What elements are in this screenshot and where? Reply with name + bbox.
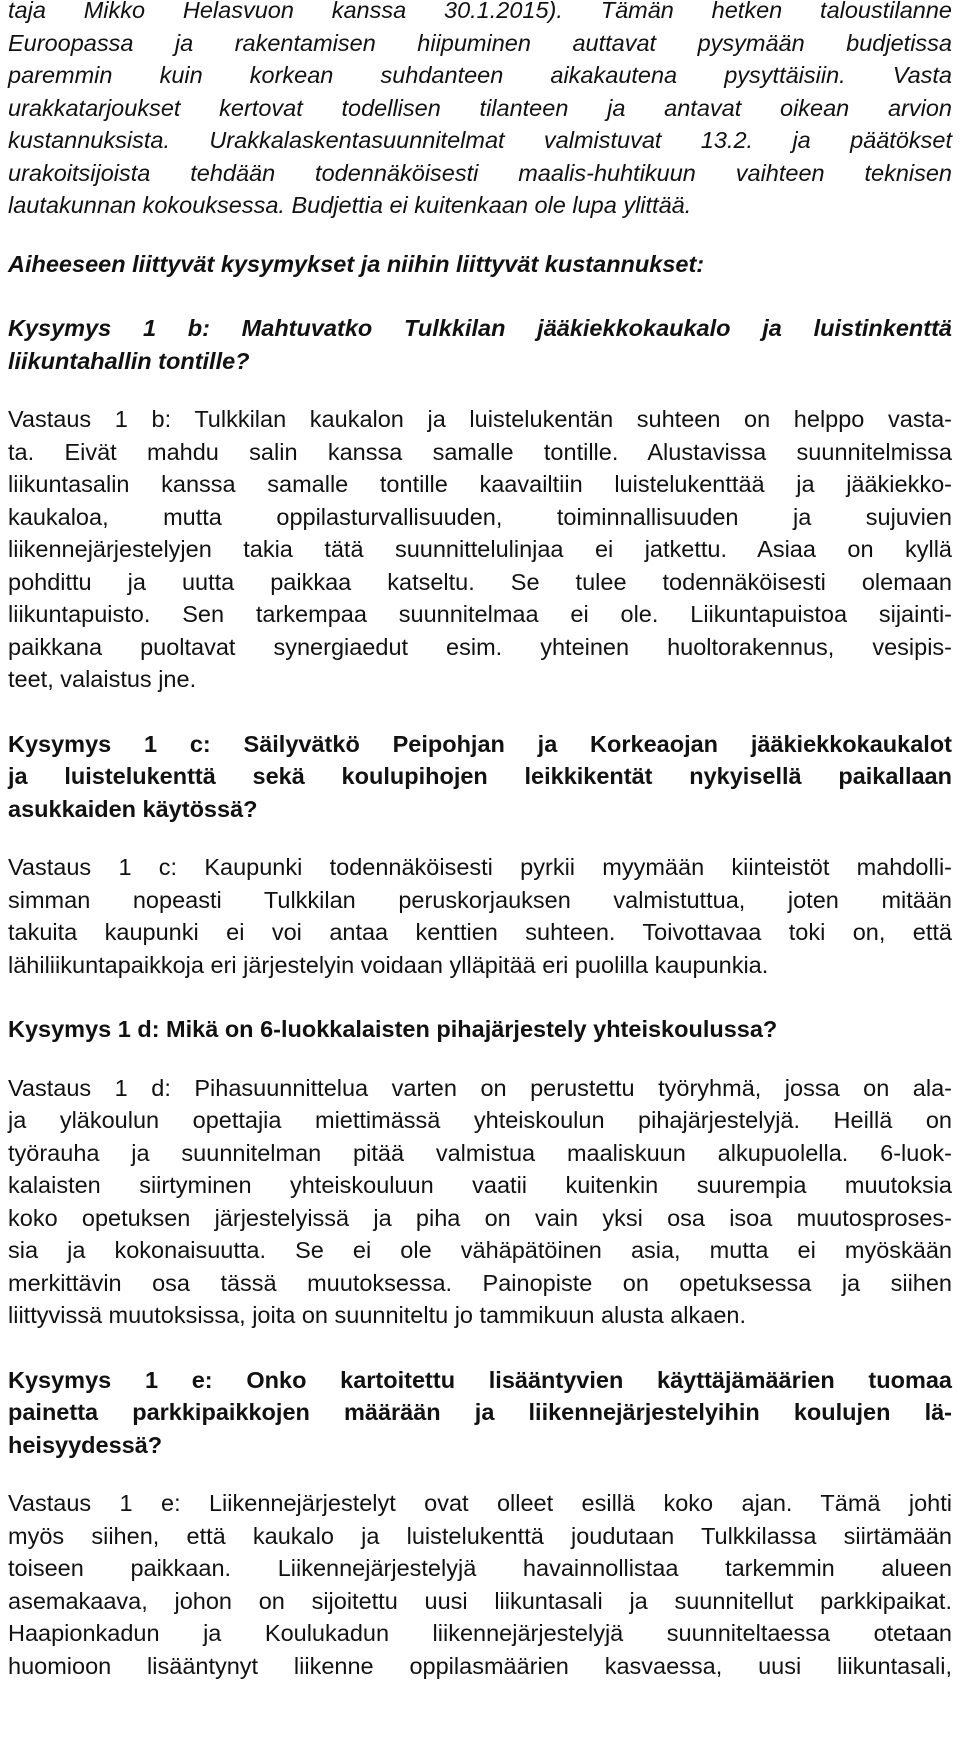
question-line: liikuntahallin tontille? (8, 347, 250, 374)
answer-1b (8, 403, 952, 696)
answer-line: asemakaava, johon on sijoitettu uusi liikuntasali ja suunnitellut parkkipaikat. (8, 1587, 952, 1614)
question-1d (8, 1013, 952, 1046)
answer-line: liikuntapuisto. Sen tarkempaa suunnitelmaa ei ole. Liikuntapuistoa sijainti- (8, 601, 952, 627)
question-line: painetta parkkipaikkojen määrään ja liikennejärjestelyihin koulujen lä- (8, 1399, 952, 1425)
intro-line: taja Mikko Helasvuon kanssa 30.1.2015). Tämän hetken taloustilanne (8, 0, 952, 23)
section-heading: Aiheeseen liittyvät kysymykset ja niihin liittyvät kustannukset: (8, 250, 705, 277)
answer-line: liikennejärjestelyjen takia tätä suunnittelulinjaa ei jatkettu. Asiaa on kyllä (8, 536, 952, 562)
intro-line: lautakunnan kokouksessa. Budjettia ei kuitenkaan ole lupa ylittää. (8, 192, 692, 218)
answer-line: ta. Eivät mahdu salin kanssa samalle tontille. Alustavissa suunnitelmissa (8, 438, 952, 465)
question-line: Kysymys 1 c: Säilyvätkö Peipohjan ja Korkeaojan jääkiekkokaukalot (8, 730, 952, 757)
intro-line: paremmin kuin korkean suhdanteen aikakautena pysyttäisiin. Vasta (8, 62, 952, 88)
answer-line: myös siihen, että kaukalo ja luistelukenttä joudutaan Tulkkilassa siirtämään (8, 1522, 952, 1549)
answer-line: Vastaus 1 b: Tulkkilan kaukalon ja luistelukentän suhteen on helppo vasta- (8, 406, 952, 432)
question-line: ja luistelukenttä sekä koulupihojen leikkikentät nykyisellä paikallaan (8, 763, 952, 789)
question-line: Kysymys 1 b: Mahtuvatko Tulkkilan jääkiekkokaukalo ja luistinkenttä (8, 315, 952, 341)
answer-1d (8, 1072, 952, 1332)
answer-line: Vastaus 1 e: Liikennejärjestelyt ovat olleet esillä koko ajan. Tämä johti (8, 1490, 952, 1516)
answer-line: simman nopeasti Tulkkilan peruskorjauksen valmistuttua, joten mitään (8, 886, 952, 913)
answer-line: Vastaus 1 c: Kaupunki todennäköisesti pyrkii myymään kiinteistöt mahdolli- (8, 854, 952, 880)
intro-line: urakoitsijoista tehdään todennäköisesti maalis-huhtikuun vaihteen teknisen (8, 159, 952, 186)
intro-line: urakkatarjoukset kertovat todellisen tilanteen ja antavat oikean arvion (8, 94, 952, 121)
intro-line: kustannuksista. Urakkalaskentasuunnitelmat valmistuvat 13.2. ja päätökset (8, 127, 952, 153)
question-line: Kysymys 1 e: Onko kartoitettu lisääntyvien käyttäjämäärien tuomaa (8, 1366, 952, 1393)
answer-line: kalaisten siirtyminen yhteiskouluun vaatii kuitenkin suurempia muutoksia (8, 1172, 952, 1198)
intro-line: Euroopassa ja rakentamisen hiipuminen auttavat pysymään budjetissa (8, 29, 952, 56)
answer-1e (8, 1487, 952, 1682)
answer-line: Vastaus 1 d: Pihasuunnittelua varten on perustettu työryhmä, jossa on ala- (8, 1074, 952, 1101)
answer-line: koko opetuksen järjestelyissä ja piha on vain yksi osa isoa muutosproses- (8, 1204, 952, 1231)
answer-line: työrauha ja suunnitelman pitää valmistua maaliskuun alkupuolella. 6-luok- (8, 1139, 952, 1166)
answer-line: toiseen paikkaan. Liikennejärjestelyjä havainnollistaa tarkemmin alueen (8, 1555, 952, 1581)
answer-line: ja yläkoulun opettajia miettimässä yhteiskoulun pihajärjestelyjä. Heillä on (8, 1107, 952, 1133)
answer-line: paikkana puoltavat synergiaedut esim. yhteinen huoltorakennus, vesipis- (8, 633, 952, 660)
question-1c (8, 728, 952, 826)
question-1e (8, 1364, 952, 1462)
intro-paragraph (8, 0, 952, 222)
answer-line: liikuntasalin kanssa samalle tontille kaavailtiin luistelukenttää ja jääkiekko- (8, 471, 952, 497)
answer-line: sia ja kokonaisuutta. Se ei ole vähäpätöinen asia, mutta ei myöskään (8, 1237, 952, 1263)
answer-line: huomioon lisääntynyt liikenne oppilasmäärien kasvaessa, uusi liikuntasali, (8, 1652, 952, 1679)
question-line: heisyydessä? (8, 1431, 163, 1458)
answer-line: liittyvissä muutoksissa, joita on suunniteltu jo tammikuun alusta alkaen. (8, 1302, 747, 1328)
question-1b (8, 312, 952, 377)
question-line: asukkaiden käytössä? (8, 795, 258, 822)
answer-line: merkittävin osa tässä muutoksessa. Painopiste on opetuksessa ja siihen (8, 1269, 952, 1296)
answer-1c (8, 851, 952, 981)
answer-line: takuita kaupunki ei voi antaa kenttien suhteen. Toivottavaa toki on, että (8, 919, 952, 945)
answer-line: kaukaloa, mutta oppilasturvallisuuden, toiminnallisuuden ja sujuvien (8, 503, 952, 530)
answer-line: pohdittu ja uutta paikkaa katseltu. Se tulee todennäköisesti olemaan (8, 568, 952, 595)
question-line: Kysymys 1 d: Mikä on 6-luokkalaisten pihajärjestely yhteiskoulussa? (8, 1016, 778, 1042)
answer-line: teet, valaistus jne. (8, 666, 197, 692)
answer-line: Haapionkadun ja Koulukadun liikennejärjestelyjä suunniteltaessa otetaan (8, 1620, 952, 1646)
answer-line: lähiliikuntapaikkoja eri järjestelyin voidaan ylläpitää eri puolilla kaupunkia. (8, 951, 769, 978)
